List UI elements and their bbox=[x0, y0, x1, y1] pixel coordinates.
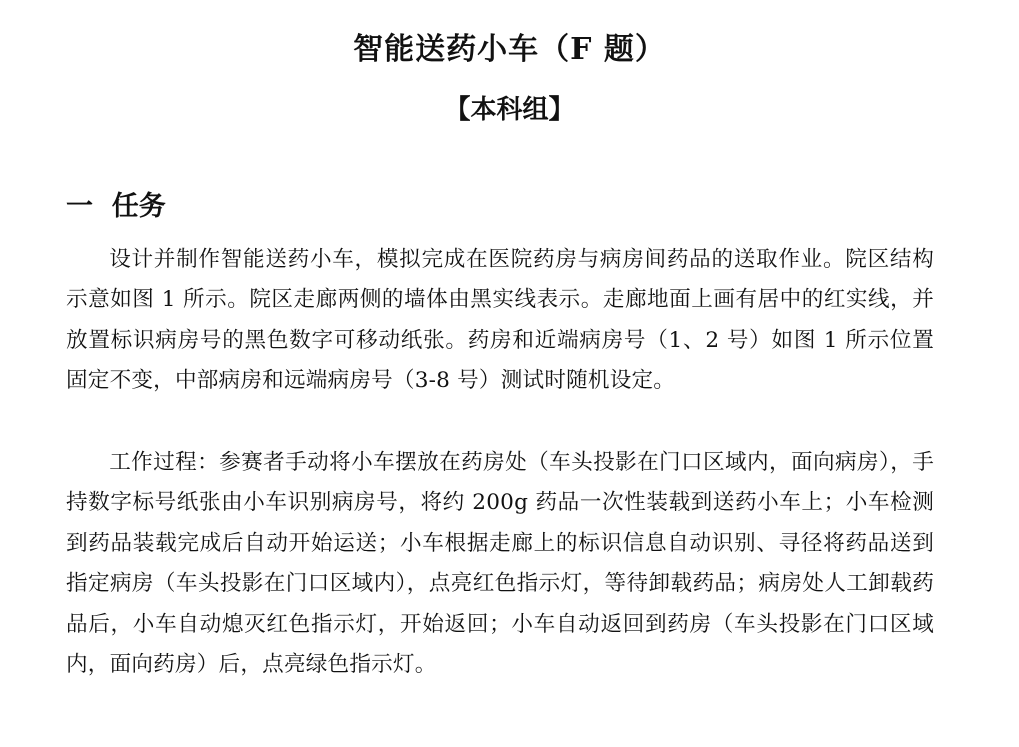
document-title: 智能送药小车（F 题） bbox=[353, 32, 666, 67]
work-process-paragraph: 工作过程：参赛者手动将小车摆放在药房处（车头投影在门口区域内，面向病房），手持数字标号纸张由小车识别病房号，将约 200g 药品一次性装载到送药小车上；小车检测到药品装载完成后自动开始运送；小车根据走廊上的标识信息自动识别、寻径将药品送到指定病房（车头投影在门口区域内），点亮红色指示灯，等待卸载药品；病房处人工卸载药品后，小车自动熄灭红色指示灯，开始返回；小车自动返回到药房（车头投影在门口区域内，面向药房）后，点亮绿色指示灯。 bbox=[66, 450, 934, 678]
section-heading-task: 一 任务 bbox=[66, 191, 166, 222]
document-subtitle: 【本科组】 bbox=[444, 95, 575, 125]
task-description-paragraph: 设计并制作智能送药小车，模拟完成在医院药房与病房间药品的送取作业。院区结构示意如图 1 所示。院区走廊两侧的墙体由黑实线表示。走廊地面上画有居中的红实线，并放置标识病房号的黑色数字可移动纸张。药房和近端病房号（1、2 号）如图 1 所示位置固定不变，中部病房和远端病房号（3-8 号）测试时随机设定。 bbox=[66, 247, 934, 394]
